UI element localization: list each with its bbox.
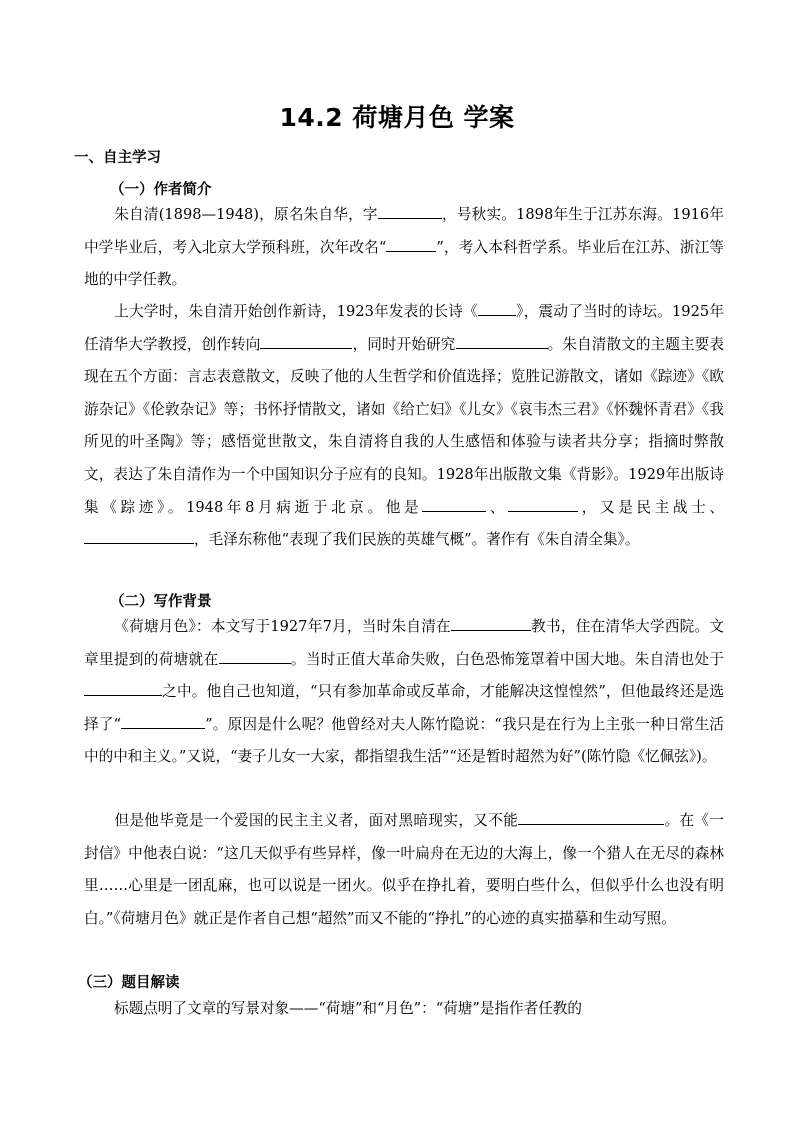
fill-blank[interactable] [508,497,578,512]
fill-blank[interactable] [219,649,291,664]
subheading-writing-background: （二）写作背景 [110,594,212,610]
fill-blank[interactable] [84,529,194,544]
fill-blank[interactable] [478,301,516,316]
fill-blank[interactable] [451,616,531,631]
paragraph-title-interpretation: 标题点明了文章的写景对象——“荷塘”和“月色”：“荷塘”是指作者任教的 [114,1000,582,1017]
subheading-author-intro: （一）作者简介 [110,182,212,198]
fill-blank[interactable] [378,204,442,219]
subheading-title-interpretation: （三）题目解读 [78,975,180,991]
paragraph-author-1: 朱自清(1898—1948)，原名朱自华，字 ，号秋实。1898年生于江苏东海。1916年中学毕业后，考入北京大学预科班，次年改名“ ”，考入本科哲学系。毕业后在江苏、浙江等地的中学任教。 [84,206,725,289]
fill-blank[interactable] [84,681,162,696]
document-title: 14.2 荷塘月色 学案 [279,103,515,132]
section-heading-self-study: 一、自主学习 [74,150,161,166]
fill-blank[interactable] [422,497,486,512]
fill-blank[interactable] [518,810,664,825]
paragraph-background-1: 《荷塘月色》：本文写于1927年7月，当时朱自清在 教书，住在清华大学西院。文章里提到的荷塘就在 。当时正值大革命失败，白色恐怖笼罩着中国大地。朱自清也处于之中。他自己也知道，“只有参加革命或反革命，才能解决这惶惶然”，但他最终还是选择了“ ”。原因是什么呢？他曾经对夫人陈竹隐说：“我只是在行为上主张一种日常生活中的中和主义。”又说，“妻子儿女一大家，都指望我生活”“还是暂时超然为好”(陈竹隐《忆佩弦》)。 [84,618,724,766]
fill-blank[interactable] [386,237,436,252]
paragraph-background-2: 但是他毕竟是一个爱国的民主主义者，面对黑暗现实，又不能 。在《一封信》中他表白说：“这几天似乎有些异样，像一叶扁舟在无边的大海上，像一个猎人在无尽的森林里……心里是一团乱麻，也可以说是一团火。似乎在挣扎着，要明白些什么，但似乎什么也没有明白。”《荷塘月色》就正是作者自己想“超然”而又不能的“挣扎”的心迹的真实描摹和生动写照。 [84,812,724,927]
fill-blank[interactable] [456,334,548,349]
fill-blank[interactable] [260,334,352,349]
fill-blank[interactable] [121,714,205,729]
paragraph-author-2: 上大学时，朱自清开始创作新诗，1923年发表的长诗《 》，震动了当时的诗坛。1925年任清华大学教授，创作转向 ，同时开始研究 。朱自清散文的主题主要表现在五个方面：言志表意散文，反映了他的人生哲学和价值选择；览胜记游散文，诸如《踪迹》《欧游杂记》《伦敦杂记》等；书怀抒情散文，诸如《给亡妇》《儿女》《哀韦杰三君》《怀魏怀青君》《我所见的叶圣陶》等；感悟觉世散文，朱自清将自我的人生感悟和体验与读者共分享；指摘时弊散文，表达了朱自清作为一个中国知识分子应有的良知。1928年出版散文集《背影》。1929年出版诗集《踪迹》。1948年8月病逝于北京。他是 、 ，又是民主战士、，毛泽东称他“表现了我们民族的英雄气概”。著作有《朱自清全集》。 [84,303,724,549]
